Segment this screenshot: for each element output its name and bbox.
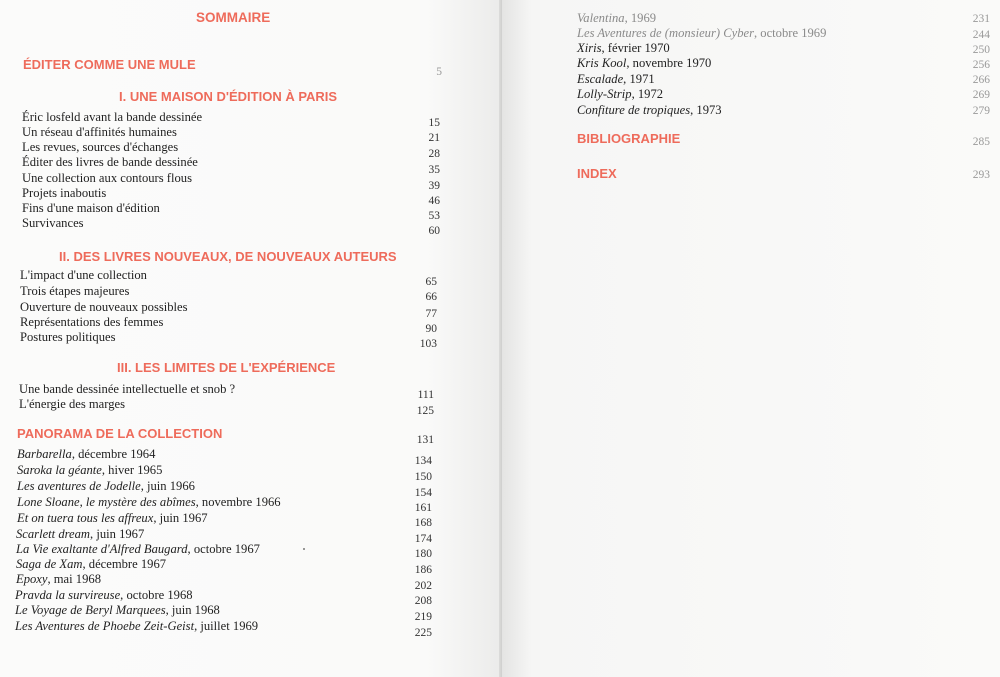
toc-entry: Fins d'une maison d'édition [22,201,160,215]
index-page: 293 [972,169,990,181]
part3-heading: III. LES LIMITES DE L'EXPÉRIENCE [117,360,336,375]
work-date: , décembre 1964 [71,447,156,461]
work-date: , 1973 [690,103,722,117]
toc-page-number: 134 [414,455,432,467]
work-date: , mai 1968 [47,572,101,586]
toc-page-number: 231 [972,13,990,25]
work-title: Kris Kool [577,56,627,70]
part1-heading: I. UNE MAISON D'ÉDITION À PARIS [119,89,338,104]
work-title: Escalade [577,72,624,86]
toc-entry [17,479,195,494]
toc-page-number: 35 [428,164,440,176]
work-title: Lolly-Strip [577,87,632,101]
work-date: , novembre 1966 [195,495,281,509]
intro-heading: ÉDITER COMME UNE MULE [23,57,196,72]
toc-page-number: 46 [428,195,440,207]
index-heading: INDEX [577,166,617,181]
work-date: , octobre 1968 [120,588,193,602]
panorama-page: 131 [416,434,434,446]
toc-entry [577,72,655,87]
toc-page-number: 77 [425,308,437,320]
toc-page-number: 186 [414,564,432,576]
intro-page: 5 [436,66,442,78]
toc-entry [577,87,663,102]
toc-entry: Ouverture de nouveaux possibles [20,300,188,314]
toc-entry: Éric losfeld avant la bande dessinée [22,110,203,124]
toc-page-number: 65 [425,276,437,288]
toc-entry: Trois étapes majeures [20,284,130,298]
toc-entry: L'impact d'une collection [20,268,147,282]
toc-page-number: 208 [414,595,432,607]
toc-entry: Représentations des femmes [20,315,164,329]
panorama-heading: PANORAMA DE LA COLLECTION [17,426,223,441]
toc-page-number: 154 [414,487,432,499]
toc-page-number: 219 [414,611,432,623]
toc-entry [16,572,101,587]
work-date: , juin 1967 [153,511,208,525]
work-date: , juin 1967 [90,527,145,541]
toc-entry: Projets inaboutis [22,186,107,200]
toc-page-number: 53 [428,210,440,222]
work-date: , novembre 1970 [626,56,712,70]
toc-page-number: 161 [414,502,432,514]
work-date: , juin 1966 [140,479,195,493]
toc-entry [577,103,722,118]
work-title: Pravda la survireuse [15,588,121,602]
toc-page-number: 168 [414,517,432,529]
toc-entry: Une bande dessinée intellectuelle et snob ? [19,382,236,396]
toc-entry [15,603,220,618]
work-date: , octobre 1969 [753,26,827,40]
work-date: , février 1970 [601,41,670,55]
print-speck [303,548,305,550]
toc-entry [16,557,166,572]
toc-entry: Les revues, sources d'échanges [22,140,179,154]
work-title: Saga de Xam [16,557,83,571]
work-title: Valentina [577,11,625,25]
part2-heading: II. DES LIVRES NOUVEAUX, DE NOUVEAUX AUTEURS [59,249,397,264]
work-title: Xiris [577,41,602,55]
work-title: Le Voyage de Beryl Marquees [15,603,166,617]
work-title: Les Aventures de (monsieur) Cyber [577,26,754,40]
work-title: Lone Sloane, le mystère des abîmes [17,495,196,509]
toc-entry [577,26,826,41]
right-page [502,0,1000,677]
toc-entry: Un réseau d'affinités humaines [22,125,177,139]
work-title: Epoxy [16,572,48,586]
toc-page-number: 256 [972,59,990,71]
toc-entry [17,447,155,462]
toc-entry [16,542,260,557]
toc-page-number: 180 [414,548,432,560]
toc-page-number: 15 [428,117,440,129]
toc-entry [577,11,656,26]
work-title: Confiture de tropiques [577,103,691,117]
toc-page-number: 60 [428,225,440,237]
toc-page-number: 266 [972,74,990,86]
toc-entry [15,588,193,603]
toc-entry [577,41,670,56]
toc-page-number: 21 [428,132,440,144]
toc-page-number: 250 [972,44,990,56]
work-title: Les Aventures de Phoebe Zeit-Geist [15,619,195,633]
work-title: Barbarella [17,447,72,461]
toc-entry: L'énergie des marges [19,397,126,411]
work-title: La Vie exaltante d'Alfred Baugard [16,542,188,556]
toc-entry: Survivances [22,216,84,230]
work-date: , hiver 1965 [101,463,163,477]
toc-page-number: 103 [419,338,437,350]
toc-page-number: 90 [425,323,437,335]
work-date: , décembre 1967 [82,557,167,571]
toc-entry [17,495,281,510]
toc-page-number: 225 [414,627,432,639]
toc-entry: Postures politiques [20,330,116,344]
toc-entry [17,463,162,478]
toc-page-number: 125 [416,405,434,417]
work-title: Scarlett dream [16,527,91,541]
toc-page-number: 279 [972,105,990,117]
toc-entry: Une collection aux contours flous [22,171,192,185]
work-title: Et on tuera tous les affreux [17,511,154,525]
toc-page-number: 244 [972,29,990,41]
toc-page-number: 174 [414,533,432,545]
bibliography-page: 285 [972,136,990,148]
work-title: Saroka la géante [17,463,102,477]
toc-entry [15,619,258,634]
toc-page-number: 66 [425,291,437,303]
work-date: , 1971 [623,72,655,86]
toc-page-number: 269 [972,89,990,101]
toc-page-number: 202 [414,580,432,592]
work-date: , 1969 [624,11,657,25]
toc-entry [16,527,144,542]
toc-page-number: 28 [428,148,440,160]
work-date: , juin 1968 [165,603,220,617]
toc-entry [577,56,711,71]
work-date: , 1972 [631,87,664,101]
bibliography-heading: BIBLIOGRAPHIE [577,131,681,146]
page-title: SOMMAIRE [196,10,271,25]
work-date: , juillet 1969 [194,619,259,633]
work-date: , octobre 1967 [187,542,260,556]
toc-page-number: 150 [414,471,432,483]
toc-entry [17,511,208,526]
toc-entry: Éditer des livres de bande dessinée [22,155,198,169]
toc-page-number: 39 [428,180,440,192]
toc-page-number: 111 [417,389,434,401]
work-title: Les aventures de Jodelle [17,479,141,493]
